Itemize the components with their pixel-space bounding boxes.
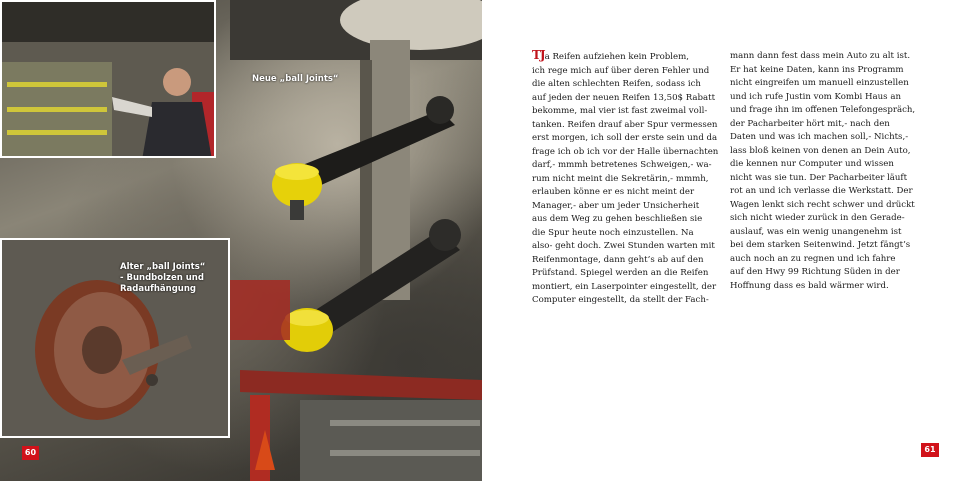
text-column-1 [532,48,719,308]
drop-cap: TJ [532,48,545,62]
text-line: und ich rufe Justin vom Kombi Haus an [730,91,901,102]
text-line: montiert, ein Laserpointer eingestellt, der [532,281,717,292]
caption-line: Radaufhängung [120,284,196,294]
text-line: auch noch an zu regnen und ich fahre [730,253,896,264]
caption-old-ball-joints [120,262,220,295]
right-page [482,0,963,481]
text-line: aus dem Weg zu gehen beschließen sie [532,214,703,224]
text-line: rot an und ich verlasse die Werkstatt. Der [730,186,913,196]
text-line: Hoffnung dass es bald wärmer wird. [730,280,889,291]
text-line: bei dem starken Seitenwind. Jetzt fängt’s [730,240,911,250]
caption-line: Alter „ball Joints“ [120,262,206,272]
text-line: Prüfstand. Spiegel werden an die Reifen [532,268,709,278]
text-line: die kennen nur Computer und wissen [730,159,894,169]
text-line: auslauf, was ein wenig unangenehm ist [730,226,902,237]
text-line: die alten schlechten Reifen, sodass ich [532,79,701,89]
text-line: frage ich ob ich vor der Halle übernachten [532,146,719,157]
text-line: also- geht doch. Zwei Stunden warten mit [532,241,715,251]
text-line: darf,- mmmh betretenes Schweigen,- wa- [532,160,712,170]
text-line: auf jeden der neuen Reifen 13,50$ Rabatt [532,92,716,103]
text-line: erst morgen, ich soll der erste sein und da [532,133,718,143]
text-line: bekomme, mal vier ist fast zweimal voll- [532,106,708,116]
caption-line: - Bundbolzen und [120,273,204,283]
text-line: die Spur heute noch einzustellen. Na [532,227,694,238]
text-line: Er hat keine Daten, kann ins Programm [730,64,904,75]
text-column-2 [730,50,916,293]
text-line: und frage ihn im offenen Telefongespräch, [730,105,916,115]
text-line: erlauben könne er es nicht meint der [532,187,695,197]
text-line [532,49,714,65]
text-line: rum nicht meint die Sekretärin,- mmmh, [532,173,709,184]
text-line: Daten und was ich machen soll,- Nichts,- [730,132,909,142]
text-line: nicht eingreifen um manuell einzustellen [730,78,909,88]
text-line: Manager,- aber um jeder Unsicherheit [532,200,700,211]
text-line: nicht was sie tun. Der Pacharbeiter läuft [730,172,908,183]
text-line: auf den Hwy 99 Richtung Süden in der [730,267,900,277]
page-number-right: 61 [921,443,939,457]
page-number-left: 60 [22,446,39,460]
text-line: Reifenmontage, dann geht’s ab auf den [532,254,704,265]
text-line: sich nicht wieder zurück in den Gerade- [730,213,905,223]
text-line: lass bloß keinen von denen an Dein Auto, [730,145,911,156]
text-line: Computer eingestellt, da stellt der Fach- [532,295,709,305]
caption-new-ball-joints: Neue „ball Joints“ [252,74,339,84]
text-line-rest: a Reifen aufziehen kein Problem, [544,52,689,62]
text-line: tanken. Reifen drauf aber Spur vermessen [532,119,718,130]
mechanic-photo [0,0,216,158]
text-line: der Pacharbeiter hört mit,- nach den [730,118,890,129]
text-line: Wagen lenkt sich recht schwer und drückt [730,199,915,210]
text-line: mann dann fest dass mein Auto zu alt ist. [730,51,911,61]
text-line: ich rege mich auf über deren Fehler und [532,65,710,76]
